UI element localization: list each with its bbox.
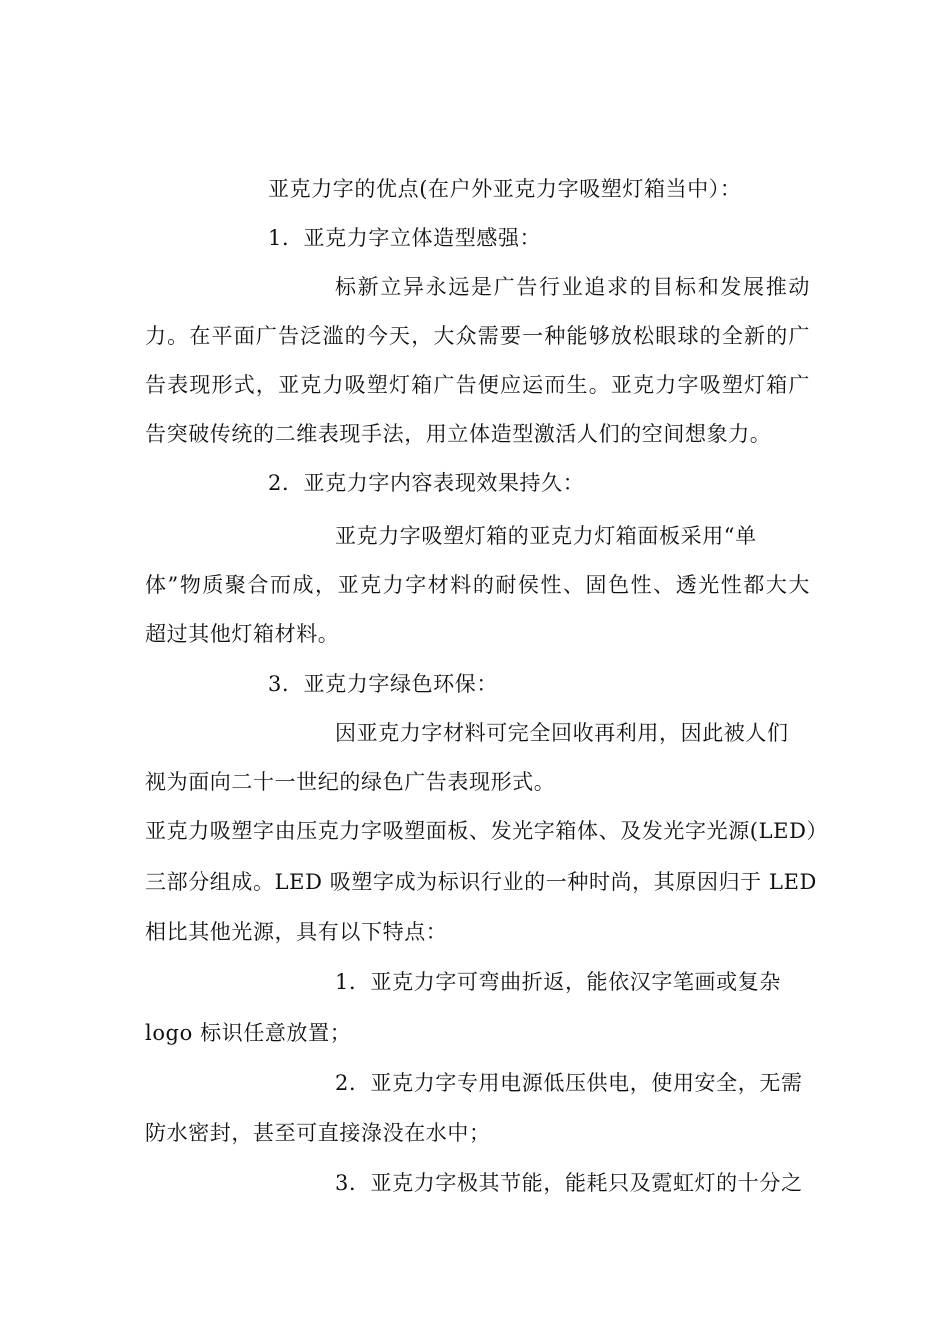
led-intro-line: 三部分组成。LED 吸塑字成为标识行业的一种时尚，其原因归于 LED (145, 870, 817, 894)
feature-3-line: 3．亚克力字极其节能，能耗只及霓虹灯的十分之 (335, 1171, 803, 1195)
section3-body-line: 因亚克力字材料可完全回收再利用，因此被人们 (335, 721, 789, 745)
section1-body-line: 标新立异永远是广告行业追求的目标和发展推动 (335, 275, 810, 299)
section2-title: 2．亚克力字内容表现效果持久： (268, 471, 585, 495)
feature-2-line: 2．亚克力字专用电源低压供电，使用安全，无需 (335, 1071, 803, 1095)
section3-title: 3．亚克力字绿色环保： (268, 672, 498, 696)
section2-body-line: 亚克力字吸塑灯箱的亚克力灯箱面板采用“单 (335, 524, 757, 548)
section3-body-line: 视为面向二十一世纪的绿色广告表现形式。 (145, 770, 556, 794)
section1-body-line: 告表现形式，亚克力吸塑灯箱广告便应运而生。亚克力字吸塑灯箱广 (145, 373, 810, 397)
section2-body-line: 超过其他灯箱材料。 (145, 622, 340, 646)
heading: 亚克力字的优点(在户外亚克力字吸塑灯箱当中）： (268, 177, 742, 201)
section2-body-line: 体”物质聚合而成，亚克力字材料的耐侯性、固色性、透光性都大大 (145, 573, 810, 597)
feature-2-line: 防水密封，甚至可直接淥没在水中； (145, 1121, 491, 1145)
feature-1-line: 1．亚克力字可弯曲折返，能依汉字笔画或复杂 (335, 970, 781, 994)
section1-body-line: 力。在平面广告泛滥的今天，大众需要一种能够放松眼球的全新的广 (145, 324, 810, 348)
section1-title: 1．亚克力字立体造型感强： (268, 226, 542, 250)
led-intro-line: 相比其他光源，具有以下特点： (145, 920, 448, 944)
feature-1-line: logo 标识任意放置； (145, 1021, 352, 1045)
led-intro-line: 亚克力吸塑字由压克力字吸塑面板、发光字箱体、及发光字光源(LED） (145, 819, 829, 843)
section1-body-line: 告突破传统的二维表现手法，用立体造型激活人们的空间想象力。 (145, 422, 772, 446)
